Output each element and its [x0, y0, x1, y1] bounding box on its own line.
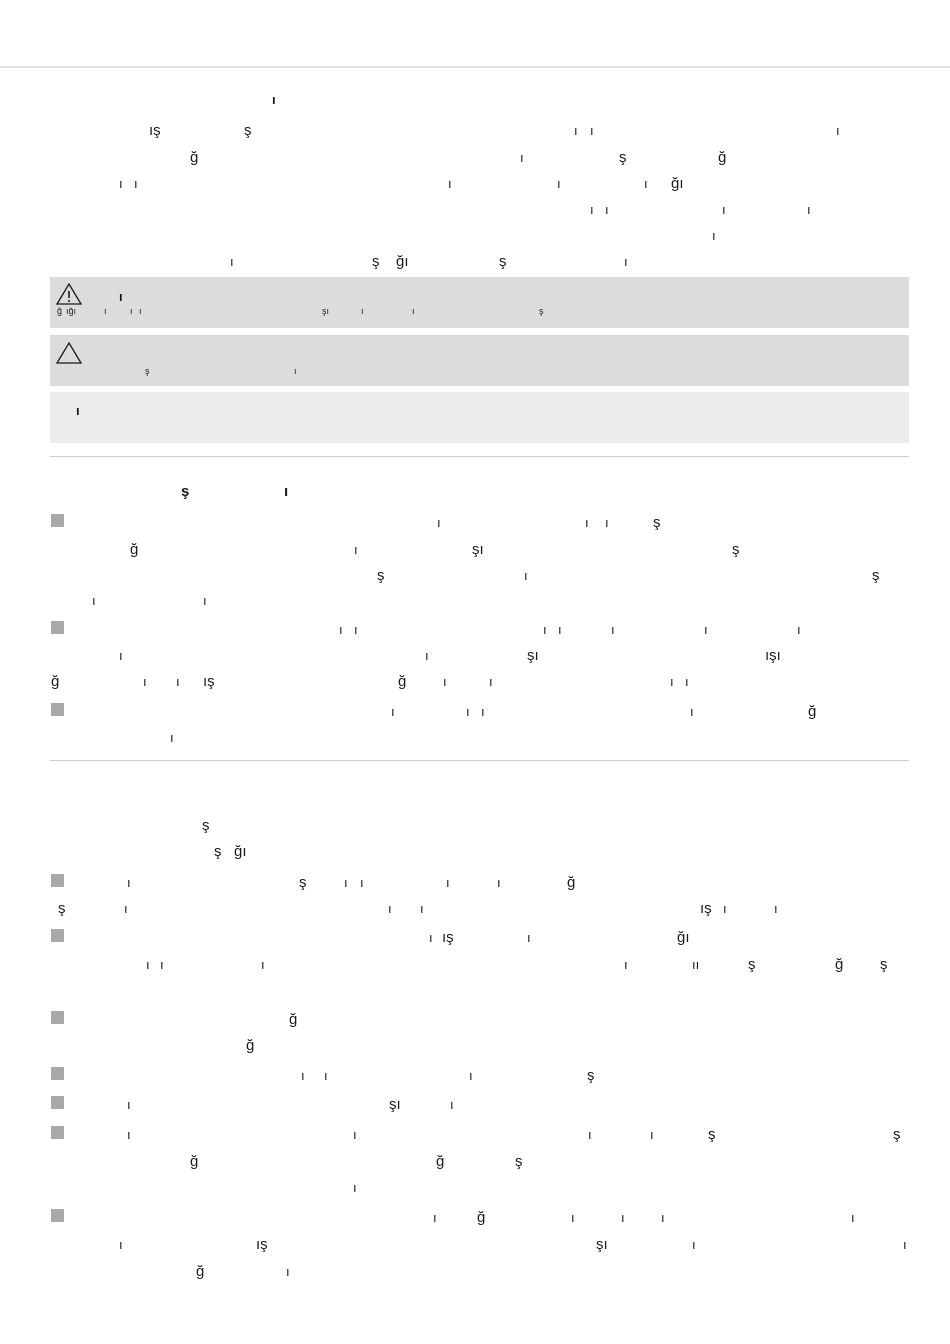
glyph: ş [58, 900, 66, 917]
glyph: ı [360, 875, 364, 890]
glyph: ı [127, 1127, 131, 1142]
glyph: ı [420, 901, 424, 916]
glyph: ı [324, 1068, 328, 1083]
glyph: ş [653, 514, 661, 531]
glyph: ı [160, 957, 164, 972]
glyph: ı [130, 306, 133, 316]
glyph: ş [244, 122, 252, 139]
glyph: ı [481, 704, 485, 719]
glyph: ı [661, 1210, 665, 1225]
glyph: ı [543, 622, 547, 637]
glyph: ı [127, 875, 131, 890]
glyph: şı [527, 647, 539, 664]
glyph: ı [704, 622, 708, 637]
glyph: ı [176, 674, 180, 689]
glyph: ğı [671, 175, 684, 192]
glyph: ı [344, 875, 348, 890]
glyph: ı [574, 123, 578, 138]
glyph: ı [388, 901, 392, 916]
glyph: ı [469, 1068, 473, 1083]
glyph: şı [322, 306, 330, 316]
glyph: ı [203, 593, 207, 608]
glyph: ı [339, 622, 343, 637]
glyph: ığı [66, 306, 77, 316]
glyph: ı [571, 1210, 575, 1225]
list-bullet [51, 1096, 64, 1109]
glyph: ı [527, 930, 531, 945]
glyph: ş [515, 1153, 523, 1170]
glyph: ı [143, 674, 147, 689]
glyph: ı [558, 622, 562, 637]
glyph: ğ [835, 956, 844, 973]
glyph: ş [587, 1067, 595, 1084]
glyph: ş [619, 149, 627, 166]
glyph: ı [391, 704, 395, 719]
glyph: ı [448, 176, 452, 191]
glyph: ş [880, 956, 888, 973]
glyph: ş [539, 306, 544, 316]
glyph: ğ [130, 541, 139, 558]
warning-triangle-icon [56, 283, 82, 305]
glyph: ş [145, 366, 150, 376]
glyph: ı [230, 254, 234, 269]
glyph: ş [732, 541, 740, 558]
glyph: ş [372, 253, 380, 270]
glyph: ı [139, 306, 142, 316]
glyph: ışı [765, 647, 781, 664]
glyph: ş [499, 253, 507, 270]
glyph: ğ [289, 1011, 298, 1028]
glyph: ğ [477, 1209, 486, 1226]
glyph: ı [353, 1180, 357, 1195]
section-divider [50, 760, 909, 761]
list-bullet [51, 1126, 64, 1139]
glyph: ş [748, 956, 756, 973]
list-bullet [51, 1209, 64, 1222]
glyph: ı [797, 622, 801, 637]
glyph: ı [588, 1127, 592, 1142]
glyph: ış [256, 1236, 268, 1253]
glyph: ı [692, 1237, 696, 1252]
glyph: şı [389, 1096, 401, 1113]
glyph: ı [425, 648, 429, 663]
list-bullet [51, 621, 64, 634]
glyph: ğ [436, 1153, 445, 1170]
glyph: ı [644, 176, 648, 191]
glyph: ğ [808, 703, 817, 720]
glyph: ı [104, 306, 107, 316]
glyph: ı [170, 730, 174, 745]
glyph: ı [146, 957, 150, 972]
warning-title-mark: ı [119, 289, 123, 304]
glyph: ğ [190, 149, 199, 166]
list-bullet [51, 874, 64, 887]
glyph: ı [807, 202, 811, 217]
list-bullet [51, 929, 64, 942]
glyph: ı [361, 306, 364, 316]
glyph: ı [301, 1068, 305, 1083]
glyph: ğ [190, 1153, 199, 1170]
glyph: ı [650, 1127, 654, 1142]
glyph: ı [437, 515, 441, 530]
glyph: ı [353, 1127, 357, 1142]
glyph: ı [557, 176, 561, 191]
caution-triangle-icon [56, 342, 82, 364]
glyph: ı [497, 875, 501, 890]
glyph: ı [520, 150, 524, 165]
warning-notice [50, 277, 909, 328]
glyph: ğ [398, 673, 407, 690]
page-header-band [0, 0, 950, 68]
caution-notice [50, 335, 909, 386]
note-notice [50, 392, 909, 443]
glyph: ğ [51, 673, 60, 690]
list-bullet [51, 1067, 64, 1080]
glyph: ı [119, 648, 123, 663]
section-3-heading-glyph: ş [202, 817, 210, 834]
glyph: ış [442, 929, 454, 946]
glyph: ı [261, 957, 265, 972]
glyph: ı [446, 875, 450, 890]
glyph: ı [723, 901, 727, 916]
glyph: ış [149, 122, 161, 139]
glyph: ı [590, 202, 594, 217]
glyph: ı [624, 957, 628, 972]
glyph: ı [685, 674, 689, 689]
glyph: ı [354, 542, 358, 557]
glyph: ş [299, 874, 307, 891]
glyph: ş [377, 567, 385, 584]
glyph: ğı [396, 253, 409, 270]
glyph: ı [429, 930, 433, 945]
glyph: ı [690, 704, 694, 719]
section-divider [50, 456, 909, 457]
section-2-heading-glyph: ş [181, 483, 190, 500]
list-bullet [51, 703, 64, 716]
glyph: ı [124, 901, 128, 916]
section-3-heading-glyph: ş [214, 843, 222, 860]
glyph: ı [433, 1210, 437, 1225]
glyph: ı [903, 1237, 907, 1252]
glyph: ı [134, 176, 138, 191]
glyph: ş [893, 1126, 901, 1143]
glyph: ı [466, 704, 470, 719]
glyph: ğ [196, 1263, 205, 1280]
glyph: ğ [718, 149, 727, 166]
glyph: ış [700, 900, 712, 917]
glyph: ı [354, 622, 358, 637]
note-mark: ı [76, 403, 80, 418]
glyph: ı [605, 515, 609, 530]
glyph: ı [524, 568, 528, 583]
glyph: ı [611, 622, 615, 637]
glyph: ı [605, 202, 609, 217]
glyph: şı [472, 541, 484, 558]
glyph: ş [872, 567, 880, 584]
glyph: ğ [567, 874, 576, 891]
glyph: ı [119, 176, 123, 191]
glyph: ı [127, 1097, 131, 1112]
glyph: ş [708, 1126, 716, 1143]
section-3-heading-glyph: ğı [234, 843, 247, 860]
glyph: ı [92, 593, 96, 608]
glyph: ı [119, 1237, 123, 1252]
glyph: ı [670, 674, 674, 689]
glyph: ı [624, 254, 628, 269]
section-2-heading-glyph: ı [284, 483, 289, 500]
glyph: ı [585, 515, 589, 530]
glyph: ış [203, 673, 215, 690]
glyph: ı [722, 202, 726, 217]
list-bullet [51, 1011, 64, 1024]
glyph: ı [450, 1097, 454, 1112]
glyph: ıı [692, 957, 700, 972]
glyph: ı [489, 674, 493, 689]
glyph: ğ [246, 1037, 255, 1054]
glyph: ı [294, 366, 297, 376]
glyph: ı [412, 306, 415, 316]
glyph: şı [596, 1236, 608, 1253]
glyph: ı [621, 1210, 625, 1225]
glyph: ı [851, 1210, 855, 1225]
glyph: ı [443, 674, 447, 689]
glyph: ı [286, 1264, 290, 1279]
list-bullet [51, 514, 64, 527]
glyph: ğı [677, 929, 690, 946]
glyph: ı [836, 123, 840, 138]
glyph: ı [712, 228, 716, 243]
glyph: ı [774, 901, 778, 916]
glyph: ğ [57, 306, 63, 316]
intro-heading-mark: ı [272, 92, 276, 107]
glyph: ı [590, 123, 594, 138]
